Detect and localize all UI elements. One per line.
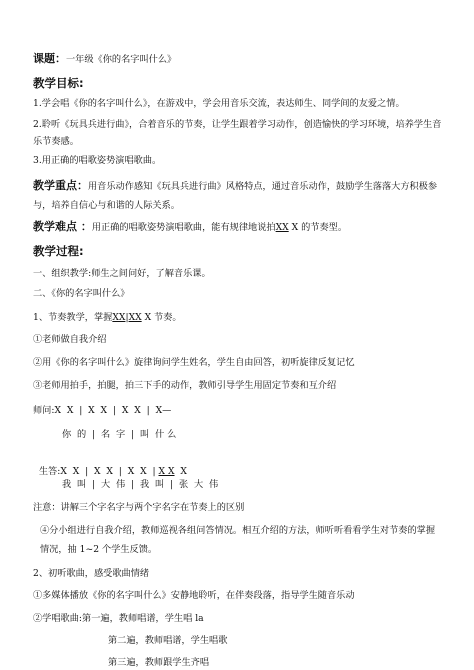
title-label: 课题：	[33, 52, 66, 65]
rhythm-text-end: X 节奏。	[141, 312, 182, 323]
teacher-rhythm: 师问:X X | X X | X X | X—	[33, 405, 172, 416]
rhythm-teaching	[33, 312, 182, 324]
rhythm-bar: |	[125, 312, 129, 323]
goal-item-2: 2.聆听《玩具兵进行曲》，合着音乐的节奏，让学生跟着学习动作，创造愉快的学习环境，培养学生音乐节奏感。	[33, 119, 442, 147]
rhythm-text: 1、节奏教学，掌握	[33, 312, 113, 323]
student-rhythm	[33, 454, 187, 478]
item-2: ②用《你的名字叫什么》旋律询问学生姓名，学生自由回答，初听旋律反复记忆	[33, 357, 355, 368]
student-rhythm-main: 生答:X X | X X | X X |	[38, 466, 156, 477]
student-words: 我 叫 | 大 伟 | 我 叫 | 张 大 伟	[62, 479, 219, 490]
teacher-words: 你 的 | 名 字 | 叫 什 么	[62, 429, 177, 440]
rhythm-xx-1: XX	[112, 312, 126, 323]
rhythm-xx-2: XX	[128, 312, 142, 323]
process-step-1: 一、组织教学:师生之间问好，了解音乐课。	[33, 268, 211, 279]
item-3: ③老师用拍手，拍腿，拍三下手的动作，教师引导学生用固定节奏和互介绍	[33, 380, 337, 391]
song-item-2: ②学唱歌曲:第一遍，教师唱谱，学生唱 la	[33, 613, 204, 624]
student-rhythm-end: X	[174, 466, 187, 477]
goals-heading: 教学目标:	[33, 76, 84, 90]
title-text: 一年级《你的名字叫什么》	[66, 54, 177, 65]
item-1: ①老师做自我介绍	[33, 334, 107, 345]
difficulty	[33, 221, 347, 234]
goal-item-1: 1.学会唱《你的名字叫什么》，在游戏中，学会用音乐交流，表达师生、同学间的友爱之情。	[33, 98, 405, 109]
key-text: 用音乐动作感知《玩具兵进行曲》风格特点，通过音乐动作，鼓励学生落落大方积极参与，培养自信心与和谐的人际关系。	[33, 181, 438, 211]
student-rhythm-underlined: X X	[158, 466, 175, 477]
key-point	[33, 176, 443, 215]
song-heading: 2、初听歌曲，感受歌曲情绪	[33, 568, 150, 579]
song-item-1: ①多媒体播放《你的名字叫什么》安静地聆听，在伴奏段落，指导学生随音乐动	[33, 590, 355, 601]
note: 注意：讲解三个字名字与两个字名字在节奏上的区别	[33, 502, 245, 513]
process-step-2: 二、《你的名字叫什么》	[33, 288, 130, 299]
song-item-4: 第三遍，教师跟学生齐唱	[108, 657, 210, 668]
lesson-title	[33, 53, 176, 66]
difficulty-text-end: X 的节奏型。	[288, 222, 348, 233]
difficulty-label: 教学难点 ：	[33, 220, 92, 233]
song-item-3: 第二遍，教师唱谱，学生唱歌	[108, 635, 228, 646]
difficulty-rhythm-underlined: XX	[275, 222, 289, 233]
process-heading: 教学过程:	[33, 244, 84, 258]
goal-item-3: 3.用正确的唱歌姿势演唱歌曲。	[33, 155, 162, 166]
difficulty-text: 用正确的唱歌姿势演唱歌曲，能有规律地说拍	[91, 222, 276, 233]
key-label: 教学重点：	[33, 179, 88, 192]
item-4: ④分小组进行自我介绍，教师巡视各组问答情况。相互介绍的方法，师听听看看学生对节奏的掌握情况，抽 1~2 个学生反馈。	[40, 525, 436, 555]
